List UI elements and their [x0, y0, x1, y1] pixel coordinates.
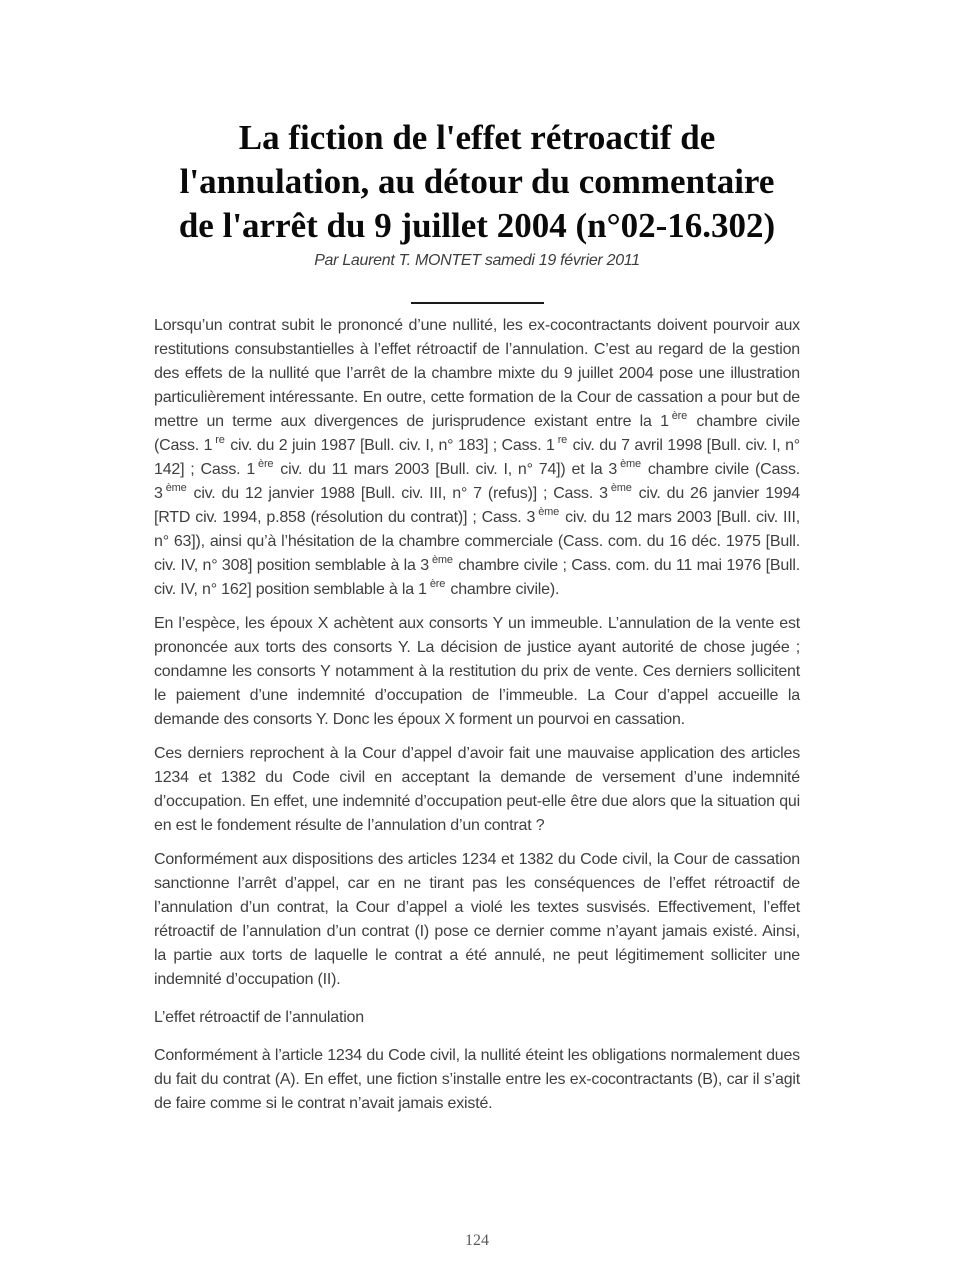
title-line: de l'arrêt du 9 juillet 2004 (n°02-16.302)	[178, 206, 776, 245]
ordinal-superscript: ère	[671, 409, 688, 422]
title-line: La fiction de l'effet rétroactif de	[238, 118, 716, 157]
divider-rule	[411, 302, 544, 304]
article-byline: Par Laurent T. MONTET samedi 19 février 2011	[314, 252, 640, 269]
article-body	[154, 314, 800, 1116]
ordinal-superscript: re	[557, 433, 568, 446]
paragraph: Conformément aux dispositions des articles 1234 et 1382 du Code civil, la Cour de cassation sanctionne l’arrêt d’appel, car en ne tirant pas les conséquences de l’effet rétroactif de l’annulation d’un contrat, la Cour d’appel a violé les textes susvisés. Effectivement, l’effet rétroactif de l’annulation d’un contrat (I) pose ce dernier comme n’ayant jamais existé. Ainsi, la partie aux torts de laquelle le contrat a été annulé, ne peut légitimement solliciter une indemnité d’occupation (II).	[154, 851, 800, 988]
ordinal-superscript: re	[215, 433, 225, 446]
ordinal-superscript: ème	[538, 505, 560, 518]
ordinal-superscript: ème	[620, 457, 641, 470]
paragraph: Lorsqu’un contrat subit le prononcé d’une nullité, les ex-cocontractants doivent pourvoir aux restitutions consubstantielles à l’effet rétroactif de l’annulation. C’est au regard de la gestion des effets de la nullité que l’arrêt de la chambre mixte du 9 juillet 2004 pose une illustration particulièrement intéressante. En outre, cette formation de la Cour de cassation a pour but de mettre un terme aux divergences de jurisprudence existant entre la 1 $^{ère}$ chambre civile (Cass. 1 $^{re}$ civ. du 2 juin 1987 [Bull. civ. I, n° 183] ; Cass. 1 $^{re}$ civ. du 7 avril 1998 [Bull. civ. I, n° 142] ; Cass. 1 $^{ère}$ civ. du 11 mars 2003 [Bull. civ. I, n° 74]) et la 3 $^{ème}$ chambre civile (Cass. 3 $^{ème}$ civ. du 12 janvier 1988 [Bull. civ. III, n° 7 (refus)] ; Cass. 3 $^{ème}$ civ. du 26 janvier 1994 [RTD civ. 1994, p.858 (résolution du contrat)] ; Cass. 3 $^{ème}$ civ. du 12 mars 2003 [Bull. civ. III, n° 63]), ainsi qu’à l’hésitation de la chambre commerciale (Cass. com. du 16 déc. 1975 [Bull. civ. IV, n° 308] position semblable à la 3 $^{ème}$ chambre civile ; Cass. com. du 11 mai 1976 [Bull. civ. IV, n° 162] position semblable à la 1 $^{ère}$ chambre civile).	[154, 317, 801, 598]
ordinal-superscript: ère	[258, 457, 274, 470]
paragraph: Ces derniers reprochent à la Cour d’appel d’avoir fait une mauvaise application des articles 1234 et 1382 du Code civil en acceptant la demande de versement d’une indemnité d’occupation. En effet, une indemnité d’occupation peut-elle être due alors que la situation qui en est le fondement résulte de l’annulation d’un contrat ?	[154, 745, 800, 834]
page-number: 124	[465, 1232, 489, 1249]
section-heading: L’effet rétroactif de l’annulation	[154, 1009, 364, 1026]
paragraph: Conformément à l’article 1234 du Code civil, la nullité éteint les obligations normalement dues du fait du contrat (A). En effet, une fiction s’installe entre les ex-cocontractants (B), car il s’agit de faire comme si le contrat n’avait jamais existé.	[154, 1047, 800, 1112]
page-footer	[0, 1232, 954, 1250]
ordinal-superscript: ère	[429, 577, 446, 590]
article-header	[154, 116, 800, 270]
title-line: l'annulation, au détour du commentaire	[179, 162, 775, 201]
ordinal-superscript: ème	[431, 553, 453, 566]
document-content	[154, 0, 800, 1116]
paragraph: En l’espèce, les époux X achètent aux consorts Y un immeuble. L’annulation de la vente est prononcée aux torts des consorts Y. La décision de justice ayant autorité de chose jugée ; condamne les consorts Y notamment à la restitution du prix de vente. Ces derniers sollicitent le paiement d’une indemnité d’occupation de l’immeuble. La Cour d’appel accueille la demande des consorts Y. Donc les époux X forment un pourvoi en cassation.	[154, 615, 800, 728]
ordinal-superscript: ème	[165, 481, 187, 494]
ordinal-superscript: ème	[610, 481, 632, 494]
article-title	[154, 116, 800, 248]
